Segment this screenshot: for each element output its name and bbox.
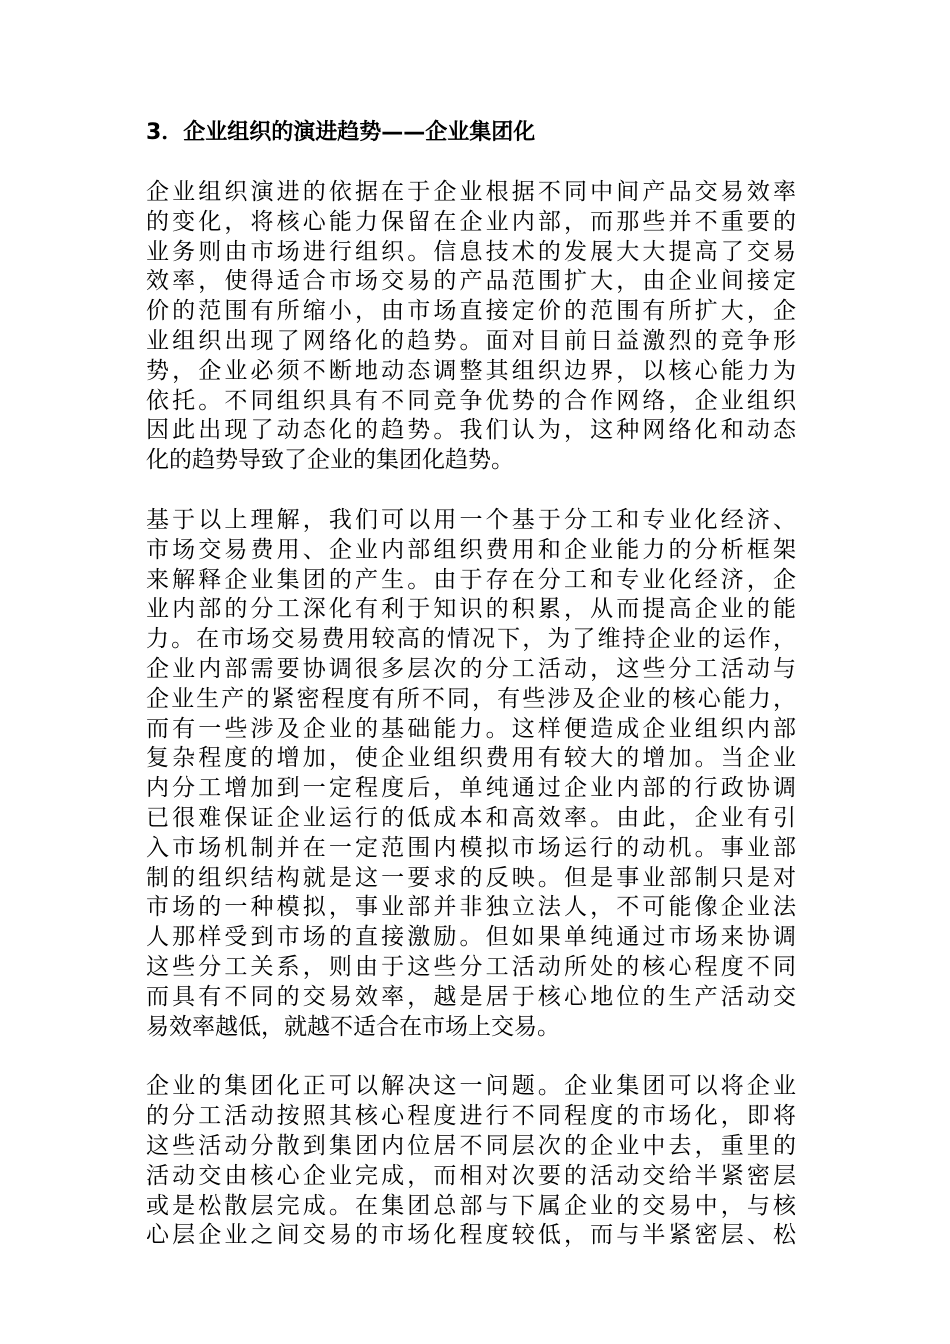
text-line: 心层企业之间交易的市场化程度较低，而与半紧密层、松 [146, 1222, 796, 1249]
text-line: 内分工增加到一定程度后，单纯通过企业内部的行政协调 [146, 775, 796, 802]
text-line: 或是松散层完成。在集团总部与下属企业的交易中，与核 [146, 1192, 796, 1219]
text-line: 业组织出现了网络化的趋势。面对目前日益激烈的竞争形 [146, 327, 796, 354]
text-line: 市场交易费用、企业内部组织费用和企业能力的分析框架 [146, 536, 796, 563]
text-line: 制的组织结构就是这一要求的反映。但是事业部制只是对 [146, 864, 796, 891]
text-line: 活动交由核心企业完成，而相对次要的活动交给半紧密层 [146, 1162, 796, 1189]
text-line: 易效率越低，就越不适合在市场上交易。 [146, 1013, 560, 1040]
text-line: 企业生产的紧密程度有所不同，有些涉及企业的核心能力， [146, 685, 796, 712]
text-line: 的分工活动按照其核心程度进行不同程度的市场化，即将 [146, 1103, 796, 1130]
text-line: 这些活动分散到集团内位居不同层次的企业中去，重里的 [146, 1132, 796, 1159]
text-line: 势，企业必须不断地动态调整其组织边界，以核心能力为 [146, 357, 796, 384]
paragraph-2 [146, 506, 796, 1042]
text-line: 而具有不同的交易效率，越是居于核心地位的生产活动交 [146, 983, 796, 1010]
text-line: 企业组织演进的依据在于企业根据不同中间产品交易效率 [146, 179, 796, 205]
text-line: 价的范围有所缩小，由市场直接定价的范围有所扩大，企 [146, 298, 796, 325]
text-line: 入市场机制并在一定范围内模拟市场运行的动机。事业部 [146, 834, 796, 861]
text-line: 力。在市场交易费用较高的情况下，为了维持企业的运作， [146, 626, 796, 653]
text-line: 的变化，将核心能力保留在企业内部，而那些并不重要的 [146, 208, 796, 235]
text-line: 已很难保证企业运行的低成本和高效率。由此，企业有引 [146, 804, 796, 831]
document-page [146, 118, 796, 1281]
paragraph-3 [146, 1072, 796, 1251]
paragraph-1 [146, 178, 796, 476]
text-line: 人那样受到市场的直接激励。但如果单纯通过市场来协调 [146, 924, 796, 951]
text-line: 复杂程度的增加，使企业组织费用有较大的增加。当企业 [146, 745, 796, 772]
text-line: 化的趋势导致了企业的集团化趋势。 [146, 447, 514, 474]
text-line: 企业的集团化正可以解决这一问题。企业集团可以将企业 [146, 1073, 796, 1100]
text-line: 因此出现了动态化的趋势。我们认为，这种网络化和动态 [146, 417, 796, 444]
text-line: 这些分工关系，则由于这些分工活动所处的核心程度不同 [146, 953, 796, 980]
text-line: 而有一些涉及企业的基础能力。这样便造成企业组织内部 [146, 715, 796, 742]
text-line: 依托。不同组织具有不同竞争优势的合作网络，企业组织 [146, 387, 796, 414]
text-line: 企业内部需要协调很多层次的分工活动，这些分工活动与 [146, 655, 796, 682]
text-line: 来解释企业集团的产生。由于存在分工和专业化经济，企 [146, 566, 796, 593]
text-line: 效率，使得适合市场交易的产品范围扩大，由企业间接定 [146, 268, 796, 295]
text-line: 市场的一种模拟，事业部并非独立法人，不可能像企业法 [146, 894, 796, 921]
text-line: 业务则由市场进行组织。信息技术的发展大大提高了交易 [146, 238, 796, 265]
section-heading: 3．企业组织的演进趋势——企业集团化 [146, 120, 536, 145]
body-text [146, 178, 796, 1251]
text-line: 基于以上理解，我们可以用一个基于分工和专业化经济、 [146, 506, 796, 533]
text-line: 业内部的分工深化有利于知识的积累，从而提高企业的能 [146, 596, 796, 623]
